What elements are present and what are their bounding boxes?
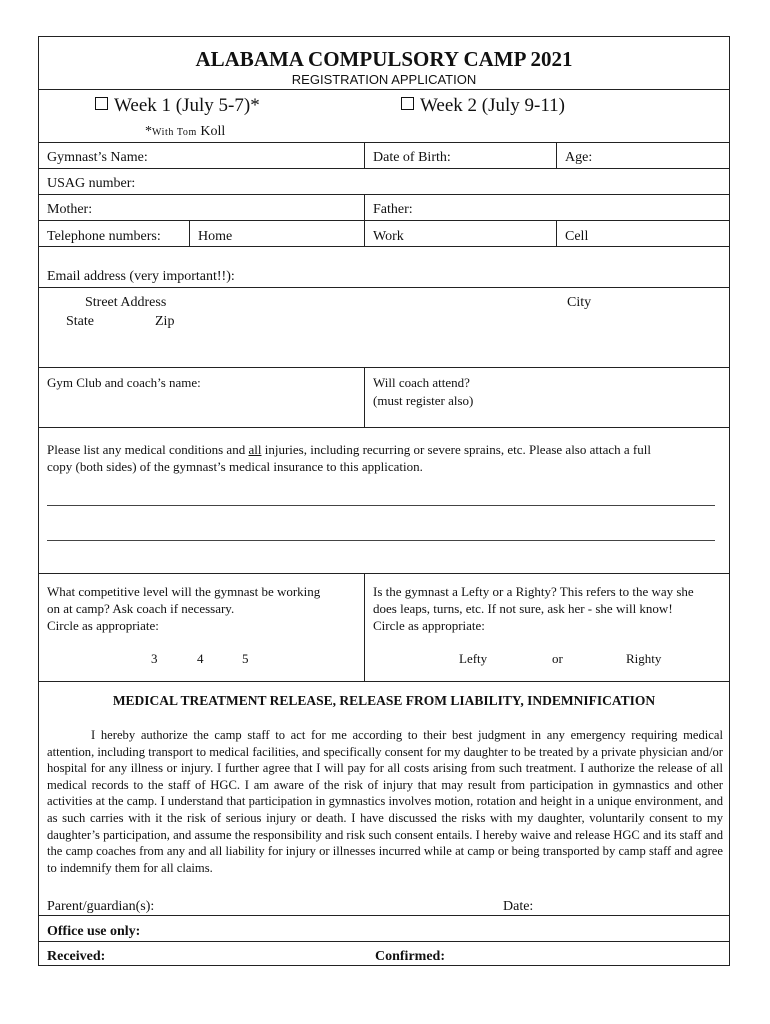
divider (39, 427, 729, 428)
hand-question-line3: Circle as appropriate: (373, 618, 485, 633)
release-heading: MEDICAL TREATMENT RELEASE, RELEASE FROM LIABILITY, INDEMNIFICATION (112, 693, 656, 708)
week1-label: Week 1 (July 5-7) (114, 95, 251, 116)
office-use-label: Office use only: (47, 924, 141, 939)
email-field[interactable]: Email address (very important!!): (47, 269, 235, 284)
mother-field[interactable]: Mother: (47, 202, 93, 217)
level-question-line1: What competitive level will the gymnast be working (47, 584, 321, 599)
level-option-4[interactable]: 4 (197, 651, 204, 666)
divider (364, 573, 365, 681)
received-field[interactable]: Received: (47, 949, 106, 964)
dob-field[interactable]: Date of Birth: (373, 150, 451, 165)
divider (364, 142, 365, 168)
week2-option[interactable] (401, 95, 565, 117)
gymnast-name-field[interactable]: Gymnast’s Name: (47, 150, 148, 165)
level-option-5[interactable]: 5 (242, 651, 249, 666)
medical-text: Please list any medical conditions and (47, 442, 249, 457)
zip-field[interactable]: Zip (155, 314, 175, 329)
medical-emphasis: all (248, 442, 262, 457)
week1-note (145, 124, 225, 141)
week1-asterisk: * (250, 95, 260, 116)
divider (39, 220, 729, 221)
date-field[interactable]: Date: (503, 899, 534, 914)
hand-question-line2: does leaps, turns, etc. If not sure, ask her - she will know! (373, 601, 673, 616)
note-name: Koll (200, 124, 226, 139)
hand-question-line1: Is the gymnast a Lefty or a Righty? This refers to the way she (373, 584, 694, 599)
week1-checkbox[interactable] (95, 97, 108, 110)
age-field[interactable]: Age: (565, 150, 593, 165)
divider (556, 142, 557, 168)
usag-field[interactable]: USAG number: (47, 176, 136, 191)
divider (39, 142, 729, 143)
registration-form (38, 36, 730, 966)
release-body: I hereby authorize the camp staff to act for me according to their best judgment in any emergency requiring medical attention, including transport to medical facilities, and specifically consent for my daughter to be treated by a private physician and/or hospital for any illness or injury. I further agree that I will pay for all costs arising from such treatment. I authorize the release of all medical records to the staff of HGC. I am aware of the risk of injury that may result from participation in gymnastics and other activities at the camp. I understand that participation in gymnastics involves motion, rotation and height in a unique environment, and as such carries with it the risk of serious injury or death. I have discussed the risks with my daughter, voluntarily consent to my daughter’s participation, and assume the responsibility and risk such consent entails. I hereby waive and release HGC and its staff and the camp coaches from any and all liability for injury or illnesses incurred while at camp or being transported by camp staff and agree to indemnify them for all claims. (47, 728, 723, 875)
note-small-text: With Tom (152, 127, 197, 138)
cell-phone-field[interactable]: Cell (565, 229, 589, 244)
divider (39, 194, 729, 195)
week2-checkbox[interactable] (401, 97, 414, 110)
level-question-line2: on at camp? Ask coach if necessary. (47, 601, 235, 616)
divider (39, 89, 729, 90)
form-title: ALABAMA COMPULSORY CAMP 2021 (195, 47, 573, 71)
righty-option[interactable]: Righty (626, 651, 662, 666)
street-address-field[interactable]: Street Address (85, 295, 167, 310)
state-field[interactable]: State (66, 314, 94, 329)
divider (39, 573, 729, 574)
medical-answer-line[interactable] (47, 540, 715, 541)
divider (39, 681, 729, 682)
or-text: or (552, 651, 563, 666)
coach-attend-note: (must register also) (373, 393, 474, 408)
level-question-line3: Circle as appropriate: (47, 618, 159, 633)
home-phone-field[interactable]: Home (198, 229, 233, 244)
city-field[interactable]: City (567, 295, 592, 310)
divider (39, 915, 729, 916)
level-option-3[interactable]: 3 (151, 651, 158, 666)
form-subtitle: REGISTRATION APPLICATION (291, 72, 477, 87)
coach-attend-question: Will coach attend? (373, 375, 470, 390)
divider (556, 220, 557, 246)
divider (39, 941, 729, 942)
gym-club-field[interactable]: Gym Club and coach’s name: (47, 375, 201, 390)
divider (39, 168, 729, 169)
divider (364, 367, 365, 427)
confirmed-field[interactable]: Confirmed: (375, 949, 445, 964)
parent-guardian-field[interactable]: Parent/guardian(s): (47, 899, 155, 914)
lefty-option[interactable]: Lefty (459, 651, 488, 666)
father-field[interactable]: Father: (373, 202, 413, 217)
medical-answer-line[interactable] (47, 505, 715, 506)
note-star: * (145, 124, 152, 139)
divider (39, 246, 729, 247)
medical-instructions-line2: copy (both sides) of the gymnast’s medical insurance to this application. (47, 459, 423, 474)
medical-text: injuries, including recurring or severe sprains, etc. Please also attach a full (261, 442, 651, 457)
week2-label: Week 2 (July 9-11) (420, 95, 565, 116)
telephone-label: Telephone numbers: (47, 229, 161, 244)
divider (39, 287, 729, 288)
week1-option[interactable] (95, 95, 260, 117)
divider (189, 220, 190, 246)
divider (39, 367, 729, 368)
medical-instructions-line1 (47, 442, 651, 458)
work-phone-field[interactable]: Work (373, 229, 404, 244)
